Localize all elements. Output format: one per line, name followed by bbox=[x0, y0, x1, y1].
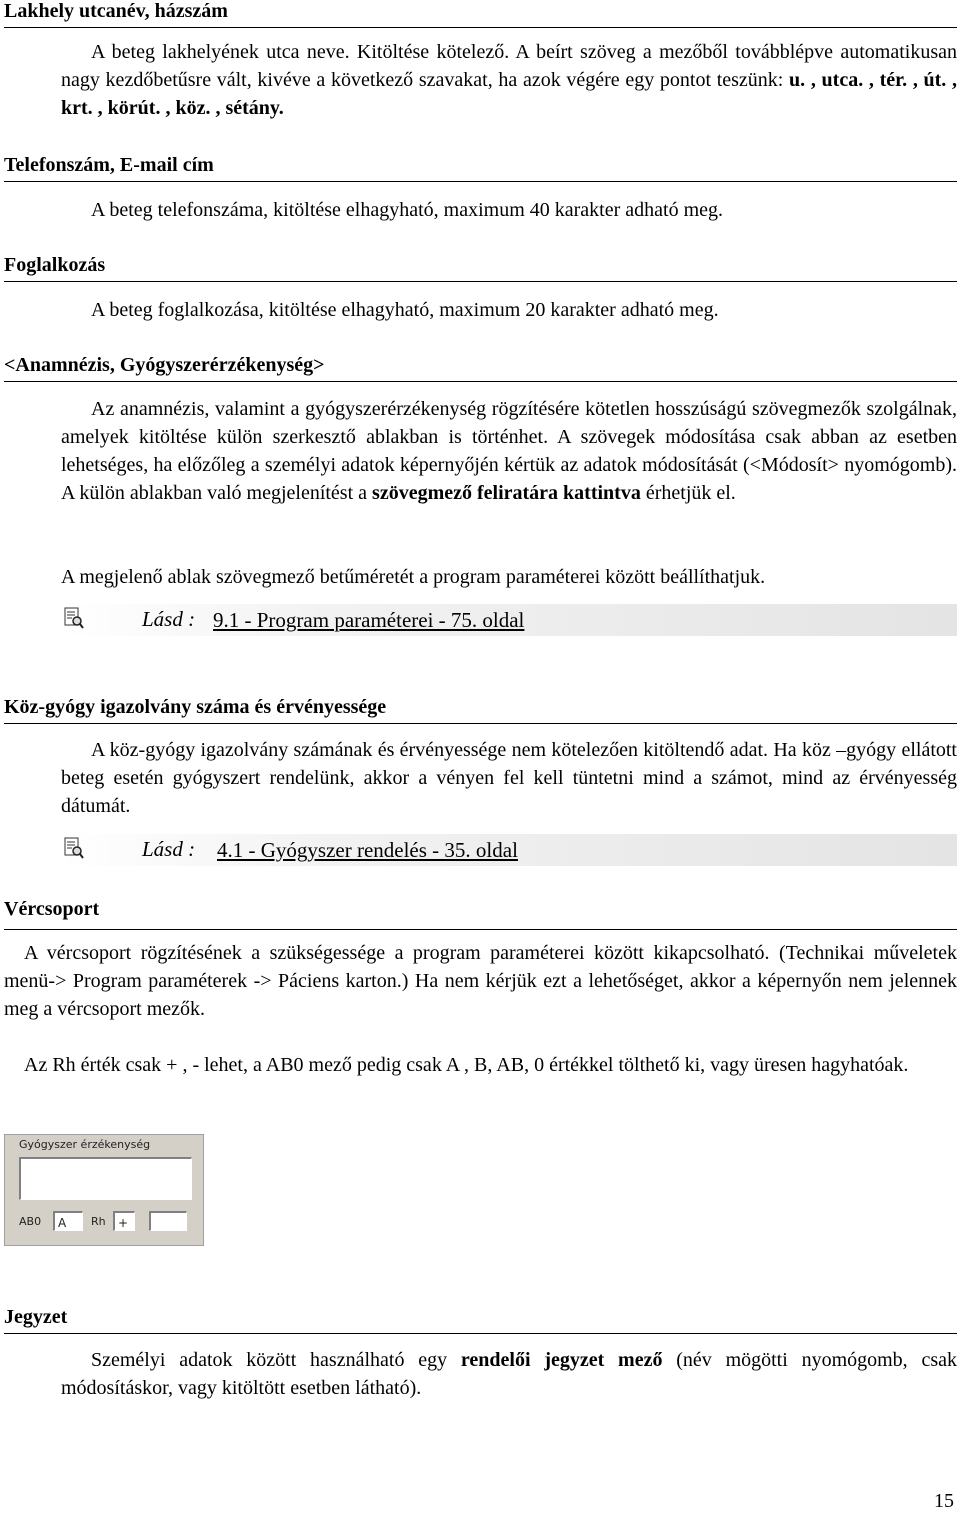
telefon-body: A beteg telefonszáma, kitöltése elhagyható, maximum 40 karakter adható meg. bbox=[91, 199, 724, 221]
page-number: 15 bbox=[934, 1490, 954, 1512]
section-heading-anamnezis: <Anamnézis, Gyógyszerérzékenység> bbox=[4, 353, 957, 382]
vercsoport-body2: Az Rh érték csak + , - lehet, a AB0 mező pedig csak A , B, AB, 0 értékkel tölthető ki, vagy üresen hagyhatóak. bbox=[24, 1054, 909, 1076]
ab0-input[interactable]: A bbox=[53, 1211, 83, 1231]
section-heading-telefon: Telefonszám, E-mail cím bbox=[4, 153, 957, 182]
anamnezis-body bbox=[61, 395, 957, 507]
allergy-textarea[interactable] bbox=[19, 1157, 192, 1200]
rh-input[interactable]: + bbox=[113, 1211, 135, 1231]
kozgyogy-body: A köz-gyógy igazolvány számának és érvényessége nem kötelezően kitöltendő adat. Ha köz –gyógy ellátott beteg esetén gyógyszert rendelünk, akkor a vényen fel kell tüntetni mind a számot, mind az érvényesség dátumát. bbox=[61, 739, 957, 817]
anamnezis-body-end: érhetjük el. bbox=[640, 482, 736, 504]
lakhely-words: u. , utca. , tér. , út. , krt. , körút. , köz. , sétány. bbox=[61, 69, 957, 119]
jegyzet-body-end: (név mögötti nyomógomb, csak módosításkor, vagy kitöltött esetben látható). bbox=[61, 1349, 957, 1399]
anamnezis-body2: A megjelenő ablak szövegmező betűméretét a program paraméterei között beállíthatjuk. bbox=[61, 566, 766, 588]
see-also-bar-anamnezis bbox=[60, 604, 957, 636]
jegyzet-bold: rendelői jegyzet mező bbox=[460, 1349, 663, 1371]
section-heading-kozgyogy: Köz-gyógy igazolvány száma és érvényessége bbox=[4, 695, 957, 724]
vercsoport-body1: A vércsoport rögzítésének a szükségessége a program paraméterei között kikapcsolható. (Technikai műveletek menü-> Program paraméterek -> Páciens karton.) Ha nem kérjük ezt a lehetőséget, akkor a képernyőn nem jelennek meg a vércsoport mezők. bbox=[4, 942, 957, 1020]
see-also-link-program-parameterei[interactable]: 9.1 - Program paraméterei - 75. oldal bbox=[213, 608, 525, 632]
anamnezis-body-text: Az anamnézis, valamint a gyógyszerérzékenység rögzítésére kötetlen hosszúságú szövegmezők szolgálnak, amelyek kitöltése külön szerkesztő ablakban is történhet. A szövegek módosítása csak abban az esetben lehetséges, ha előzőleg a személyi adatok képernyőjén kértük az adatok módosítását (<Módosít> nyomógomb). A külön ablakban való megjelenítést a bbox=[61, 398, 957, 504]
rh-label: Rh bbox=[91, 1215, 106, 1228]
ab0-label: AB0 bbox=[19, 1215, 42, 1228]
section-heading-lakhely: Lakhely utcanév, házszám bbox=[4, 0, 957, 28]
see-also-link-gyogyszer-rendeles[interactable]: 4.1 - Gyógyszer rendelés - 35. oldal bbox=[217, 838, 518, 862]
document-search-icon bbox=[64, 837, 84, 859]
section-heading-vercsoport: Vércsoport bbox=[4, 898, 100, 920]
section-heading-jegyzet: Jegyzet bbox=[4, 1305, 957, 1334]
see-also-label: Lásd : bbox=[142, 837, 196, 861]
blood-extra-input[interactable] bbox=[149, 1211, 187, 1231]
section-divider bbox=[4, 929, 957, 930]
section-heading-foglalkozas: Foglalkozás bbox=[4, 253, 957, 282]
foglalkozas-body: A beteg foglalkozása, kitöltése elhagyható, maximum 20 karakter adható meg. bbox=[91, 299, 719, 321]
jegyzet-body bbox=[61, 1346, 957, 1402]
lakhely-body-text: A beteg lakhelyének utca neve. Kitöltése kötelező. A beírt szöveg a mezőből továbblépve automatikusan nagy kezdőbetűsre vált, kivéve a következő szavakat, ha azok végére egy pontot teszünk: bbox=[61, 41, 957, 91]
lakhely-body bbox=[61, 38, 957, 122]
see-also-bar-kozgyogy bbox=[60, 834, 957, 866]
anamnezis-bold: szövegmező feliratára kattintva bbox=[372, 482, 641, 504]
blood-group-widget bbox=[4, 1134, 204, 1246]
see-also-label: Lásd : bbox=[142, 607, 196, 631]
allergy-label[interactable]: Gyógyszer érzékenység bbox=[19, 1138, 151, 1151]
document-search-icon bbox=[64, 607, 84, 629]
jegyzet-body-text: Személyi adatok között használható egy bbox=[91, 1349, 461, 1371]
